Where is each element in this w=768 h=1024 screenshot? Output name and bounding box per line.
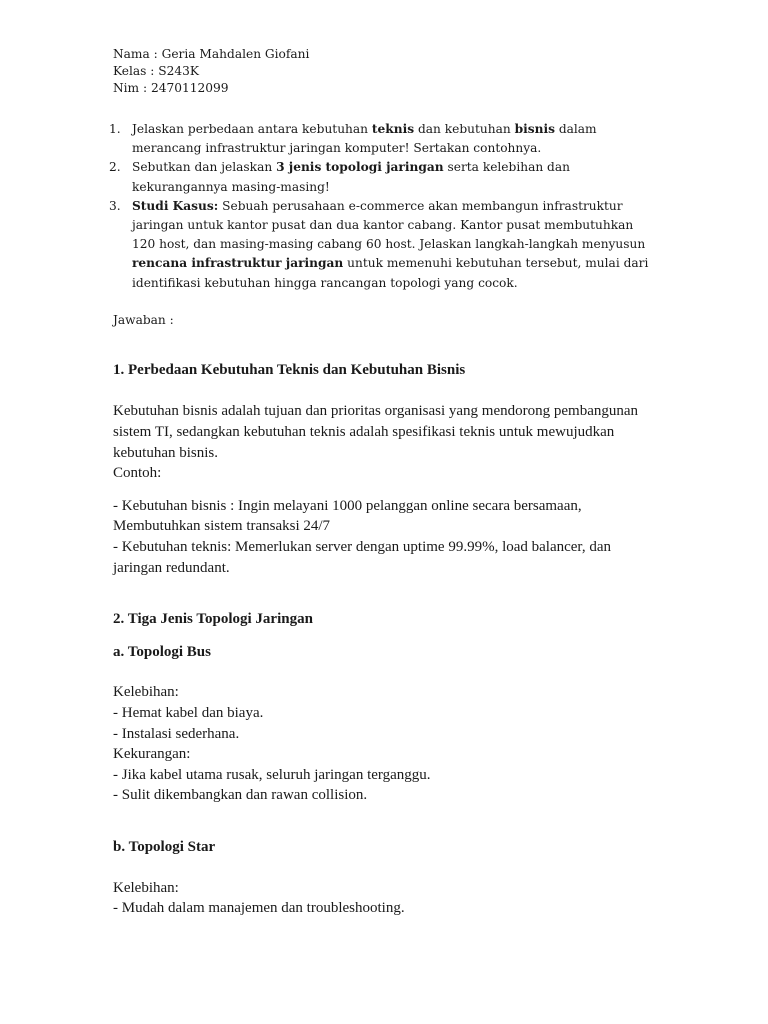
- question-keyword: bisnis: [514, 122, 555, 136]
- question-keyword: 3 jenis topologi jaringan: [276, 160, 444, 175]
- student-info: [113, 46, 658, 97]
- student-name: Nama : Geria Mahdalen Giofani: [113, 47, 310, 61]
- question-text: Sebutkan dan jelaskan: [132, 160, 277, 175]
- subsection-heading: a. Topologi Bus: [113, 643, 211, 660]
- advantage-label: Kelebihan:: [113, 879, 179, 896]
- list-item: - Jika kabel utama rusak, seluruh jaringan terganggu.: [113, 766, 431, 783]
- section-paragraph: Kebutuhan bisnis adalah tujuan dan prioritas organisasi yang mendorong pembangunan sistem TI, sedangkan kebutuhan teknis adalah spesifikasi teknis untuk mewujudkan kebutuhan bisnis.: [113, 403, 639, 461]
- student-nim: Nim : 2470112099: [113, 81, 229, 95]
- question-text: serta kelebihan dan kekurangannya masing-masing!: [132, 160, 570, 194]
- question-number: 3.: [109, 198, 121, 213]
- answer-body: [113, 360, 658, 919]
- question-text: Sebuah perusahaan e-commerce akan membangun infrastruktur jaringan untuk kantor pusat dan dua kantor cabang. Kantor pusat membutuhkan 120 host, dan masing-masing cabang 60 host. Jelaskan langkah-langkah menyusun: [132, 198, 646, 252]
- bus-details: [113, 682, 658, 806]
- student-class: Kelas : S243K: [113, 64, 199, 78]
- list-item: - Kebutuhan teknis: Memerlukan server dengan uptime 99.99%, load balancer, dan jaringan redundant.: [113, 538, 611, 576]
- advantage-label: Kelebihan:: [113, 684, 179, 701]
- question-text: untuk memenuhi kebutuhan tersebut, mulai dari identifikasi kebutuhan hingga rancangan topologi yang cocok.: [132, 256, 649, 290]
- answer-label: Jawaban :: [113, 312, 174, 327]
- list-item: - Kebutuhan bisnis : Ingin melayani 1000 pelanggan online secara bersamaan, Membutuhkan sistem transaksi 24/7: [113, 497, 582, 535]
- question-keyword: rencana infrastruktur jaringan: [132, 256, 344, 271]
- question-text: Jelaskan perbedaan antara kebutuhan: [132, 122, 372, 136]
- question-number: 1.: [109, 122, 121, 136]
- disadvantage-label: Kekurangan:: [113, 746, 191, 763]
- list-item: - Mudah dalam manajemen dan troubleshooting.: [113, 900, 405, 917]
- question-list: [109, 120, 658, 293]
- list-item: - Hemat kabel dan biaya.: [113, 704, 264, 721]
- section-heading: 2. Tiga Jenis Topologi Jaringan: [113, 611, 313, 628]
- question-keyword: Studi Kasus:: [132, 198, 219, 213]
- example-label: Contoh:: [113, 465, 162, 482]
- list-item: - Sulit dikembangkan dan rawan collision.: [113, 787, 368, 804]
- question-item: [109, 197, 658, 293]
- question-text: dalam merancang infrastruktur jaringan komputer! Sertakan contohnya.: [132, 122, 597, 156]
- subsection-heading: b. Topologi Star: [113, 838, 216, 855]
- example-list: [113, 496, 658, 578]
- star-details: [113, 878, 658, 919]
- document-page: [109, 46, 658, 919]
- question-number: 2.: [109, 160, 121, 175]
- question-item: [109, 120, 658, 158]
- list-item: - Instalasi sederhana.: [113, 725, 240, 742]
- section-heading: 1. Perbedaan Kebutuhan Teknis dan Kebutuhan Bisnis: [113, 361, 466, 378]
- question-keyword: teknis: [371, 122, 415, 136]
- question-text: dan kebutuhan: [414, 122, 515, 136]
- question-item: [109, 158, 658, 196]
